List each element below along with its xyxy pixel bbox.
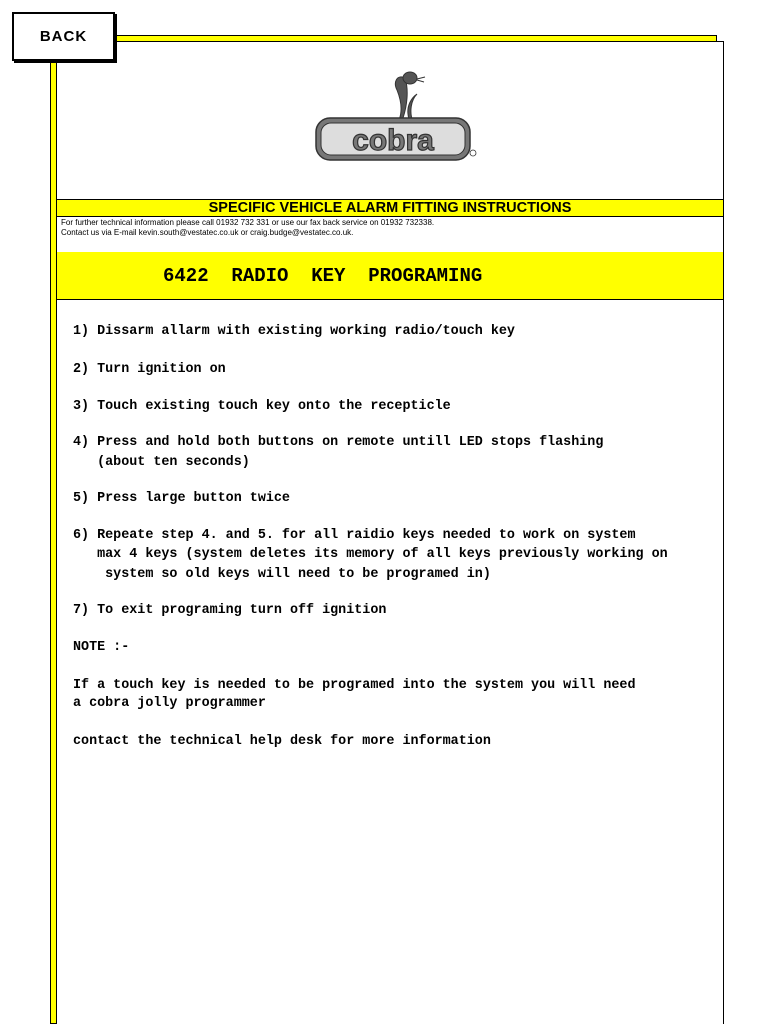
step-2: 2) Turn ignition on — [73, 362, 226, 377]
note-line-2: a cobra jolly programmer — [73, 696, 266, 711]
step-3: 3) Touch existing touch key onto the recepticle — [73, 399, 451, 414]
step-6-line-2: max 4 keys (system deletes its memory of all keys previously working on — [73, 547, 668, 562]
page-title: SPECIFIC VEHICLE ALARM FITTING INSTRUCTIONS — [57, 199, 723, 217]
cobra-logo-wordmark: cobra — [352, 124, 434, 157]
cobra-logo — [313, 60, 483, 170]
contact-info — [61, 218, 721, 238]
help-desk-note: contact the technical help desk for more information — [73, 734, 491, 749]
section-heading-bar — [57, 252, 723, 300]
note-label: NOTE :- — [73, 640, 130, 655]
back-button[interactable]: BACK — [12, 12, 115, 61]
contact-line-email: Contact us via E-mail kevin.south@vestatec.co.uk or craig.budge@vestatec.co.uk. — [61, 228, 354, 237]
section-heading: 6422 RADIO KEY PROGRAMING — [163, 264, 483, 287]
contact-line-phone: For further technical information please call 01932 732 331 or use our fax back service on 01932 732338. — [61, 218, 435, 227]
step-6: 6) Repeate step 4. and 5. for all raidio keys needed to work on system — [73, 528, 636, 543]
step-6-line-3: system so old keys will need to be programed in) — [73, 567, 491, 582]
step-1: 1) Dissarm allarm with existing working radio/touch key — [73, 324, 515, 339]
step-4: 4) Press and hold both buttons on remote untill LED stops flashing — [73, 435, 604, 450]
step-4-note: (about ten seconds) — [73, 455, 250, 470]
document-page — [56, 41, 724, 1024]
instruction-list — [73, 322, 723, 749]
step-5: 5) Press large button twice — [73, 491, 290, 506]
step-7: 7) To exit programing turn off ignition — [73, 603, 387, 618]
note-line-1: If a touch key is needed to be programed into the system you will need — [73, 678, 636, 693]
